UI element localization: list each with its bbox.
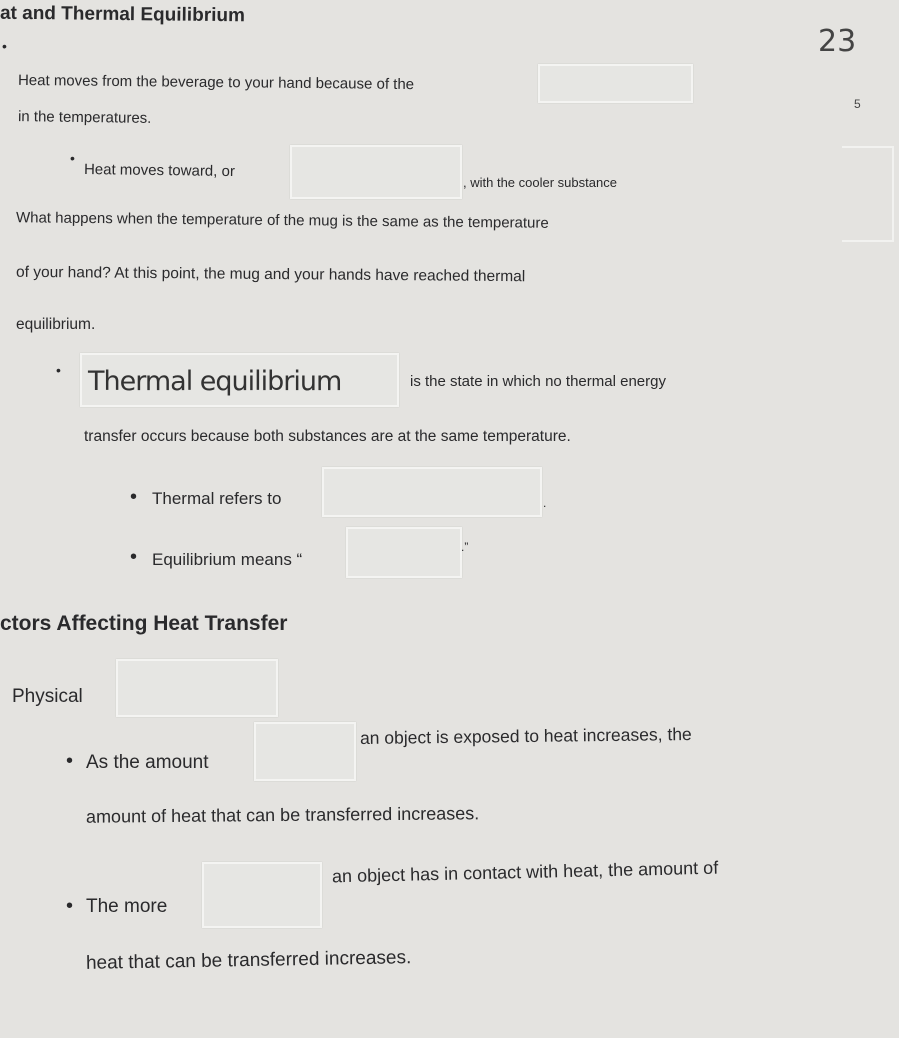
bullet: •	[2, 38, 7, 54]
thermal-refers-text: Thermal refers to	[152, 489, 282, 508]
blank-answer-box[interactable]	[202, 862, 322, 928]
factor2-line-2: heat that can be transferred increases.	[85, 947, 412, 974]
blank-answer-box[interactable]	[346, 527, 462, 578]
blank-answer-box[interactable]	[116, 659, 278, 717]
question-line-2: of your hand? At this point, the mug and your hands have reached thermal	[15, 263, 526, 286]
handwritten-answer: Thermal equilibrium	[88, 366, 342, 397]
section-heading: ctors Affecting Heat Transfer	[0, 612, 288, 635]
equilibrium-close: .”	[461, 540, 469, 554]
blank-answer-box[interactable]	[254, 722, 356, 781]
factor2-text: The more	[86, 896, 168, 917]
factor2-suffix: an object has in contact with heat, the amount of	[331, 857, 719, 887]
blank-answer-box[interactable]	[538, 64, 693, 103]
definition-text: is the state in which no thermal energy	[410, 373, 666, 390]
equilibrium-means-text: Equilibrium means “	[152, 550, 303, 569]
line1-continuation: in the temperatures.	[17, 108, 152, 127]
physical-label: Physical	[12, 686, 83, 707]
factor1-line-2: amount of heat that can be transferred increases.	[85, 803, 480, 827]
side-mark: 5	[854, 97, 861, 111]
blank-answer-box[interactable]	[322, 467, 542, 517]
question-line-3: equilibrium.	[16, 316, 96, 333]
bullet: •	[66, 895, 74, 917]
bullet: •	[70, 150, 75, 166]
line1-text: Heat moves from the beverage to your hand because of the	[17, 71, 415, 94]
blank-answer-box[interactable]	[290, 145, 462, 199]
page-number-handwritten: 23	[818, 24, 857, 59]
factor1-text: As the amount	[86, 752, 209, 773]
side-bracket	[842, 146, 894, 242]
bullet: •	[130, 486, 138, 508]
definition-line-2: transfer occurs because both substances are at the same temperature.	[84, 428, 571, 445]
bullet1-text: Heat moves toward, or	[83, 160, 236, 181]
thermal-period: .	[543, 496, 547, 510]
factor1-suffix: an object is exposed to heat increases, the	[359, 723, 692, 749]
bullet: •	[130, 546, 138, 568]
page-title: at and Thermal Equilibrium	[0, 2, 246, 27]
bullet: •	[56, 362, 61, 378]
bullet: •	[66, 750, 74, 772]
question-line-1: What happens when the temperature of the mug is the same as the temperature	[15, 209, 549, 232]
bullet1-suffix: , with the cooler substance	[463, 175, 617, 190]
